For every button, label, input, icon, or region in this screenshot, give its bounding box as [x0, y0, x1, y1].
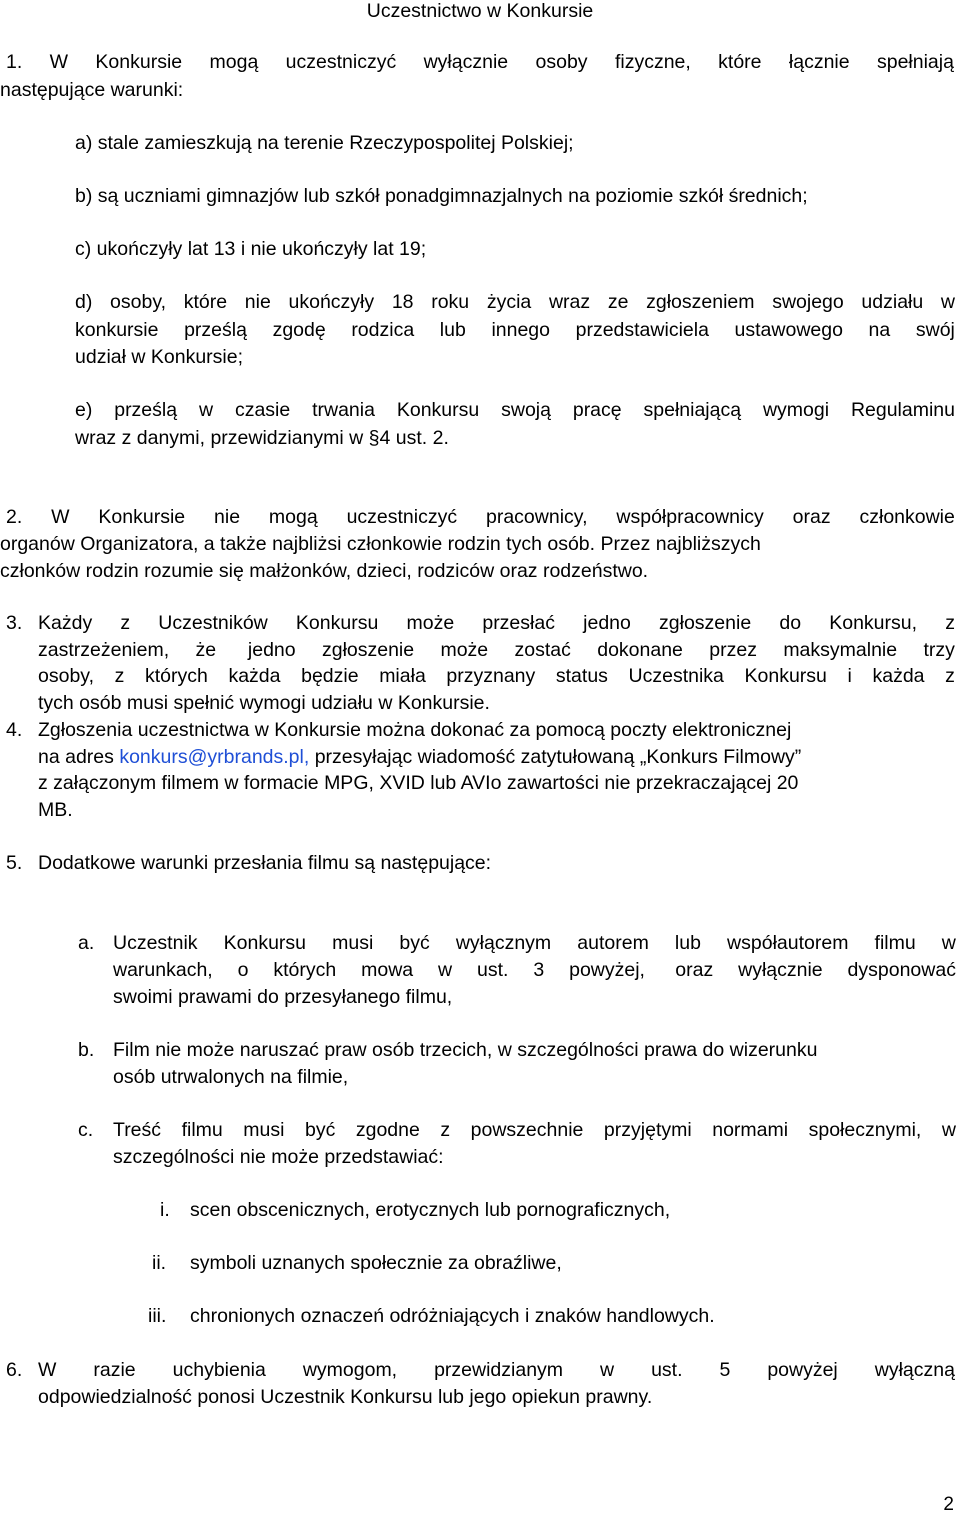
- item-ii-text: symboli uznanych społecznie za obraźliwe,: [190, 1252, 562, 1274]
- section-1-lead: [6, 51, 954, 74]
- word: ust.: [651, 1359, 683, 1381]
- section-3-line2: [38, 639, 955, 662]
- word: Konkursie: [98, 506, 186, 528]
- word: zgłoszenie: [659, 612, 752, 634]
- word: autorem: [577, 932, 649, 954]
- word: wraz: [548, 291, 591, 313]
- word: oraz: [792, 506, 831, 528]
- word: zgodę: [272, 319, 326, 341]
- word: których: [273, 959, 337, 981]
- word: spełniają: [876, 51, 954, 73]
- word: z: [945, 665, 955, 687]
- section-4-line1: Zgłoszenia uczestnictwa w Konkursie można dokonać za pomocą poczty elektronicznej: [38, 719, 792, 741]
- item-a-line1: [113, 932, 956, 955]
- word: mogą: [209, 51, 259, 73]
- word: maksymalnie: [783, 639, 898, 661]
- word: o: [237, 959, 249, 981]
- condition-c: c) ukończyły lat 13 i nie ukończyły lat 19;: [75, 238, 427, 260]
- item-iii-number: iii.: [148, 1305, 167, 1327]
- word: które: [183, 291, 228, 313]
- word: zgłoszenie: [321, 639, 415, 661]
- word: nie: [214, 506, 241, 528]
- word: razie: [93, 1359, 136, 1381]
- section-5-text: Dodatkowe warunki przesłania filmu są następujące:: [38, 852, 492, 874]
- page-title: Uczestnictwo w Konkursie: [366, 0, 594, 22]
- word: jedno: [583, 612, 631, 634]
- condition-a: a) stale zamieszkują na terenie Rzeczypospolitej Polskiej;: [75, 132, 574, 154]
- section-5-number: 5.: [6, 852, 23, 874]
- section-6-line2: odpowiedzialność ponosi Uczestnik Konkursu lub jego opiekun prawny.: [38, 1386, 653, 1408]
- section-4-line2: [38, 746, 801, 769]
- word: czasie: [234, 399, 291, 421]
- word: mowa: [361, 959, 414, 981]
- word: współpracownicy: [616, 506, 764, 528]
- item-c-line1: [113, 1119, 956, 1142]
- word: w: [198, 399, 214, 421]
- word: które: [718, 51, 762, 73]
- word: z: [114, 665, 125, 687]
- word: w: [941, 1119, 956, 1141]
- word: d): [75, 291, 93, 313]
- word: Konkursu,: [829, 612, 918, 634]
- word: Uczestnika: [628, 665, 724, 687]
- word: przyznany: [446, 665, 536, 687]
- item-a-line3: swoimi prawami do przesyłanego filmu,: [113, 986, 453, 1008]
- word: 2.: [6, 506, 23, 528]
- word: powyżej: [767, 1359, 838, 1381]
- word: rodzica: [351, 319, 415, 341]
- word: Treść: [113, 1119, 162, 1141]
- word: ust.: [477, 959, 509, 981]
- word: być: [304, 1119, 336, 1141]
- word: W: [38, 1359, 57, 1381]
- section-4-line2-suffix: przesyłając wiadomość zatytułowaną „Konkurs Filmowy”: [309, 746, 802, 768]
- word: w: [941, 932, 956, 954]
- section-6-number: 6.: [6, 1359, 23, 1381]
- section-1-lead-line2: następujące warunki:: [0, 79, 184, 101]
- word: zostać: [514, 639, 571, 661]
- item-i-text: scen obscenicznych, erotycznych lub pornograficznych,: [190, 1199, 671, 1221]
- word: konkursie: [75, 319, 159, 341]
- word: jedno: [242, 639, 296, 661]
- word: warunkach,: [113, 959, 213, 981]
- word: dokonane: [597, 639, 683, 661]
- word: ustawowego: [734, 319, 843, 341]
- word: oraz: [669, 959, 714, 981]
- word: wyłącznym: [455, 932, 552, 954]
- word: członkowie: [859, 506, 955, 528]
- section-2-line1: [6, 506, 955, 529]
- word: musi: [243, 1119, 285, 1141]
- word: musi: [332, 932, 374, 954]
- word: współautorem: [727, 932, 849, 954]
- word: filmu: [181, 1119, 223, 1141]
- word: uchybienia: [172, 1359, 266, 1381]
- item-iii-text: chronionych oznaczeń odróżniających i znaków handlowych.: [190, 1305, 715, 1327]
- word: być: [399, 932, 430, 954]
- item-b-number: b.: [78, 1039, 95, 1061]
- word: Uczestnik: [113, 932, 198, 954]
- word: dysponować: [847, 959, 956, 981]
- word: których: [144, 665, 208, 687]
- word: Konkursu: [396, 399, 480, 421]
- word: każda: [872, 665, 925, 687]
- item-b-line2: osób utrwalonych na filmie,: [113, 1066, 349, 1088]
- word: z: [945, 612, 955, 634]
- word: zgodne: [355, 1119, 420, 1141]
- word: zgłoszeniem: [646, 291, 755, 313]
- word: lub: [674, 932, 701, 954]
- word: Konkursu: [744, 665, 827, 687]
- word: wyłączną: [874, 1359, 955, 1381]
- section-2-line2: organów Organizatora, a także najbliżsi członkowie rodzin tych osób. Przez najbliższych: [0, 533, 761, 555]
- word: 18: [391, 291, 414, 313]
- word: że: [195, 639, 217, 661]
- page-number: 2: [943, 1494, 954, 1515]
- word: przesłać: [482, 612, 555, 634]
- word: W: [49, 51, 69, 73]
- word: do: [779, 612, 802, 634]
- word: mogą: [268, 506, 318, 528]
- word: status: [555, 665, 608, 687]
- word: swojego: [772, 291, 844, 313]
- section-6-line1: [38, 1359, 955, 1382]
- word: e): [75, 399, 93, 421]
- condition-d-line1: [75, 291, 955, 314]
- word: osoby,: [110, 291, 167, 313]
- word: przedstawiciela: [575, 319, 709, 341]
- word: i: [847, 665, 852, 687]
- section-4-line2-prefix: na adres: [38, 746, 120, 768]
- word: wyłącznie: [423, 51, 509, 73]
- word: osoby,: [38, 665, 95, 687]
- word: Konkursu: [295, 612, 379, 634]
- word: w: [438, 959, 453, 981]
- word: wymogom,: [302, 1359, 398, 1381]
- word: swoją: [501, 399, 551, 421]
- email-link[interactable]: konkurs@yrbrands.pl,: [119, 746, 310, 768]
- section-2-line3: członków rodzin rozumie się małżonków, dzieci, rodziców oraz rodzeństwo.: [0, 560, 649, 582]
- item-c-line2: szczególności nie może przedstawiać:: [113, 1146, 444, 1168]
- item-a-line2: [113, 959, 956, 982]
- word: trwania: [312, 399, 375, 421]
- word: 1.: [6, 51, 23, 73]
- condition-d-line2: [75, 319, 955, 342]
- word: przyjętymi: [603, 1119, 692, 1141]
- section-4-number: 4.: [6, 719, 23, 741]
- word: w: [600, 1359, 615, 1381]
- item-i-number: i.: [160, 1199, 170, 1221]
- section-3-line4: tych osób musi spełnić wymogi udziału w Konkursie.: [38, 692, 490, 714]
- word: roku: [431, 291, 470, 313]
- word: Regulaminu: [850, 399, 955, 421]
- item-a-number: a.: [78, 932, 95, 954]
- word: prześlą: [114, 399, 178, 421]
- word: lub: [439, 319, 466, 341]
- word: trzy: [923, 639, 955, 661]
- word: spełniającą: [643, 399, 742, 421]
- word: W: [51, 506, 70, 528]
- word: ze: [607, 291, 629, 313]
- word: powszechnie: [470, 1119, 584, 1141]
- word: życia: [486, 291, 532, 313]
- word: Uczestników: [158, 612, 268, 634]
- condition-e-line2: wraz z danymi, przewidzianymi w §4 ust. 2.: [75, 427, 449, 449]
- section-4-line4: MB.: [38, 799, 73, 821]
- word: może: [440, 639, 489, 661]
- condition-d-line3: udział w Konkursie;: [75, 346, 243, 368]
- word: społecznymi,: [808, 1119, 922, 1141]
- word: przewidzianym: [434, 1359, 564, 1381]
- word: swój: [915, 319, 955, 341]
- word: Konkursu: [223, 932, 307, 954]
- word: ukończyły: [288, 291, 375, 313]
- word: z: [440, 1119, 451, 1141]
- word: łącznie: [788, 51, 850, 73]
- section-3-number: 3.: [6, 612, 23, 634]
- word: będzie: [301, 665, 359, 687]
- word: uczestniczyć: [285, 51, 397, 73]
- word: 5: [719, 1359, 731, 1381]
- word: pracownicy,: [486, 506, 588, 528]
- word: normami: [712, 1119, 789, 1141]
- condition-b: b) są uczniami gimnazjów lub szkół ponadgimnazjalnych na poziomie szkół średnich;: [75, 185, 808, 207]
- word: z: [120, 612, 131, 634]
- word: powyżej,: [569, 959, 645, 981]
- word: na: [868, 319, 891, 341]
- item-c-number: c.: [78, 1119, 94, 1141]
- word: fizyczne,: [614, 51, 691, 73]
- word: zastrzeżeniem,: [38, 639, 170, 661]
- word: udziału: [861, 291, 924, 313]
- word: prześlą: [184, 319, 247, 341]
- word: osoby: [535, 51, 588, 73]
- word: Każdy: [38, 612, 93, 634]
- word: każda: [228, 665, 281, 687]
- section-3-line1: [38, 612, 955, 635]
- word: innego: [491, 319, 550, 341]
- section-4-line3: z załączonym filmem w formacie MPG, XVID lub AVIo zawartości nie przekraczającej 20: [38, 772, 799, 794]
- condition-e-line1: [75, 399, 955, 422]
- word: nie: [244, 291, 271, 313]
- word: miała: [379, 665, 426, 687]
- word: uczestniczyć: [346, 506, 458, 528]
- word: Konkursie: [95, 51, 183, 73]
- word: wymogi: [762, 399, 830, 421]
- word: może: [406, 612, 455, 634]
- section-3-line3: [38, 665, 955, 688]
- word: w: [940, 291, 955, 313]
- item-ii-number: ii.: [152, 1252, 167, 1274]
- word: pracę: [572, 399, 622, 421]
- word: wyłącznie: [738, 959, 823, 981]
- word: 3: [533, 959, 545, 981]
- word: filmu: [874, 932, 916, 954]
- word: przez: [709, 639, 757, 661]
- item-b-line1: Film nie może naruszać praw osób trzecich, w szczególności prawa do wizerunku: [113, 1039, 818, 1061]
